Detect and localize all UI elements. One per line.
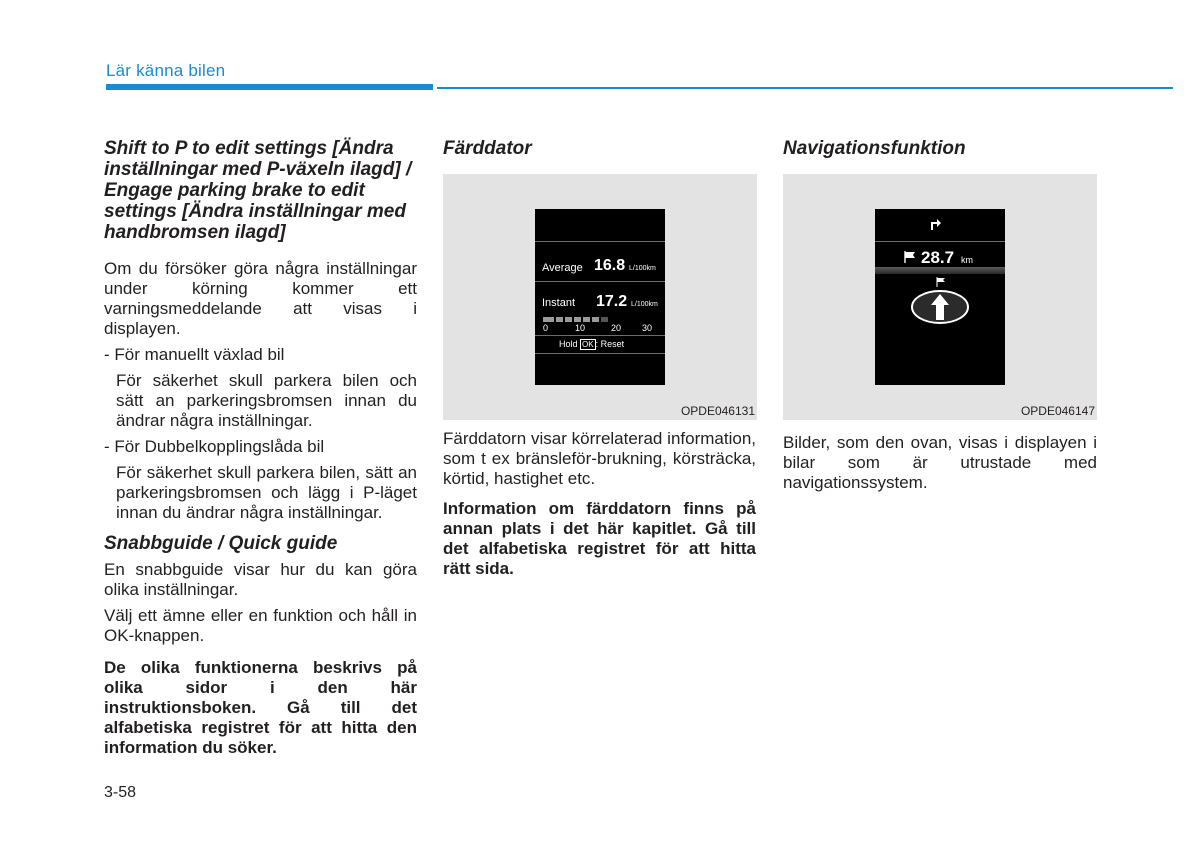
navigation-heading: Navigationsfunktion [783,138,966,159]
page-number: 3-58 [104,784,137,801]
trip-computer-display [535,209,665,385]
navigation-paragraph: Bilder, som den ovan, visas i displayen i bilar som är utrustade med navigationssystem. [783,433,1097,492]
display-divider [535,241,665,242]
trip-computer-note: Information om färddatorn finns på annan plats i det här kapitlet. Gå till det alfabetiska registret för att hitta rätt sida. [443,499,756,578]
scale-tick: 30 [642,323,653,333]
scale-tick: 20 [611,323,622,333]
average-label: Average [542,262,583,274]
scale-tick: 10 [575,323,586,333]
consumption-bar-segment [583,317,590,322]
header-rule-thin [437,87,1173,89]
trip-computer-figure [443,174,757,420]
figure-code: OPDE046147 [1020,404,1095,418]
distance-bar [875,267,1005,274]
reset-hint-suffix: : Reset [595,339,625,349]
instant-value: 17.2 [596,293,628,310]
header-rule-thick [106,84,433,90]
straight-ahead-arrow-icon [910,289,970,325]
navigation-figure [783,174,1097,420]
reset-hint [559,339,624,350]
shift-to-p-heading: Shift to P to edit settings [Ändra inställningar med P-växeln ilagd] / Engage parking brake to edit settings [Ändra inställningar med handbromsen ilagd] [104,138,412,243]
trip-computer-heading: Färddator [443,138,532,159]
consumption-bar-segment [543,317,554,322]
destination-flag-icon [903,250,917,264]
display-divider [535,353,665,354]
figure-code: OPDE046131 [680,404,755,418]
warning-intro-paragraph: Om du försöker göra några inställningar under körning kommer ett varningsmeddelande att visas i displayen. [104,259,417,338]
turn-right-arrow-icon [928,216,944,232]
display-divider [535,281,665,282]
column-right [783,138,1097,159]
distance-unit: km [961,255,973,265]
section-title: Lär känna bilen [106,61,226,80]
trip-computer-paragraph: Färddatorn visar körrelaterad information, som t ex bränsleför-brukning, körsträcka, körtid, hastighet etc. [443,429,756,488]
quick-guide-paragraph-1: En snabbguide visar hur du kan göra olika inställningar. [104,560,417,599]
scale-tick: 0 [543,323,549,333]
display-divider [875,241,1005,242]
consumption-bar-segment [592,317,599,322]
manual-car-item-text: För säkerhet skull parkera bilen och sätt an parkeringsbromsen innan du ändrar några inställningar. [116,371,417,430]
instant-label: Instant [542,297,576,309]
consumption-bar-segment [601,317,608,322]
consumption-bar-segment [556,317,563,322]
quick-guide-paragraph-2: Välj ett ämne eller en funktion och håll in OK-knappen. [104,606,417,645]
dct-car-item-text: För säkerhet skull parkera bilen, sätt an parkeringsbromsen och lägg i P-läget innan du ändrar några inställningar. [116,463,417,522]
small-flag-icon [936,277,946,287]
manual-car-item-title: - För manuellt växlad bil [104,345,285,364]
trip-computer-text [443,429,756,579]
quick-guide-heading: Snabbguide / Quick guide [104,533,338,554]
navigation-display [875,209,1005,385]
reset-hint-prefix: Hold [559,339,578,349]
quick-guide-note: De olika funktionerna beskrivs på olika sidor i den här instruktionsboken. Gå till det alfabetiska registret för att hitta den information du söker. [104,658,417,757]
distance-value: 28.7 [921,248,955,267]
instant-unit: L/100km [631,301,658,308]
display-divider [535,335,665,336]
consumption-bar-segment [574,317,581,322]
dct-car-item-title: - För Dubbelkopplingslåda bil [104,437,325,456]
column-middle [443,138,756,159]
consumption-bar-segment [565,317,572,322]
average-unit: L/100km [629,265,656,272]
navigation-text [783,433,1097,493]
ok-key-label: OK [582,340,594,349]
column-left [104,138,417,758]
average-value: 16.8 [594,257,626,274]
